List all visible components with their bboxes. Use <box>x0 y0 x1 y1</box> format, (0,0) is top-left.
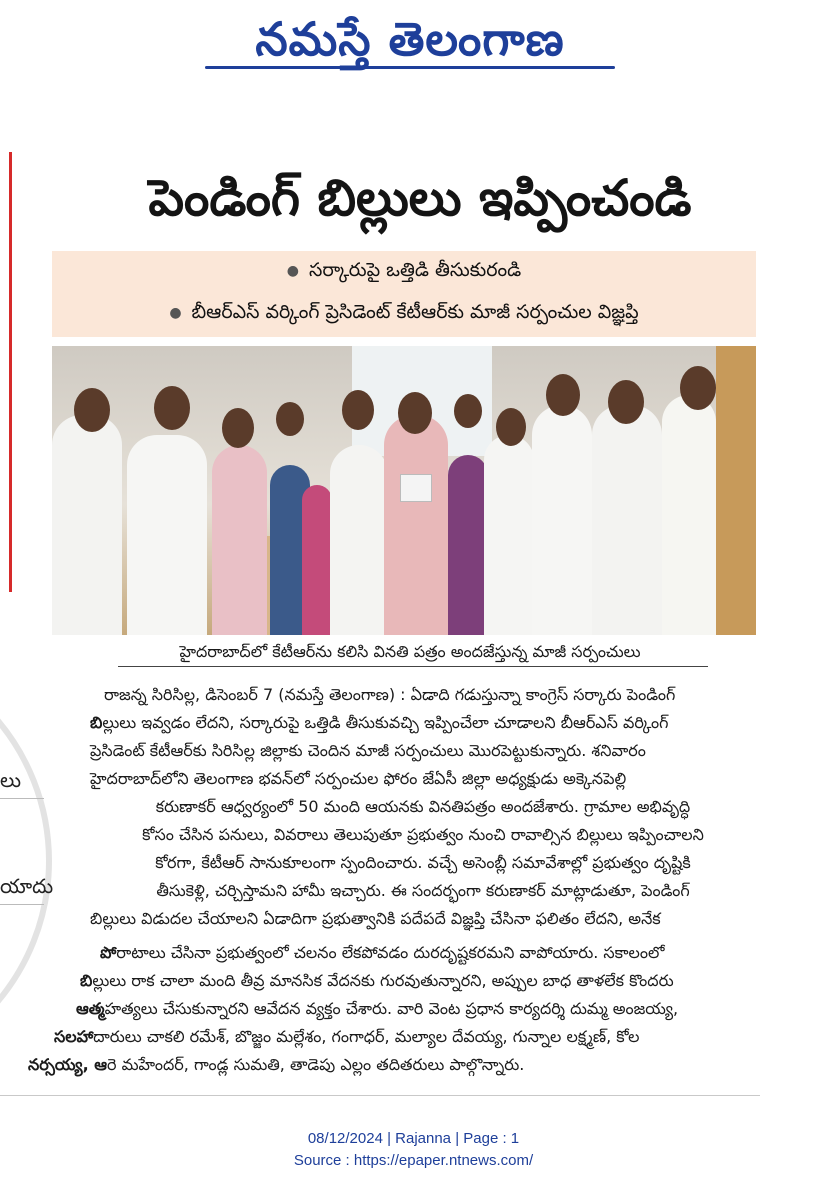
article-line: కరుణాకర్ ఆధ్వర్యంలో 50 మంది ఆయనకు వినతిపత్రం అందజేశారు. గ్రామాల అభివృద్ధి <box>155 797 691 816</box>
side-accent-bar <box>0 152 12 592</box>
photo-person-head <box>276 402 304 436</box>
footer-date-edition: 08/12/2024 | Rajanna | Page : 1 <box>307 1130 520 1147</box>
photo-person <box>302 485 332 635</box>
photo-person <box>448 455 488 635</box>
photo-person <box>52 415 122 635</box>
photo-person-head <box>496 408 526 446</box>
article-line: పోరాటాలు చేసినా ప్రభుత్వంలో చలనం లేకపోవడం దురదృష్టకరమని వాపోయారు. సకాలంలో <box>100 943 665 962</box>
article-line: రాజన్న సిరిసిల్ల, డిసెంబర్ 7 (నమస్తే తెలంగాణ) : ఏడాది గడుస్తున్నా కాంగ్రెస్ సర్కారు పెండింగ్ <box>104 685 676 704</box>
subheadline-item <box>52 253 756 288</box>
photo-door <box>716 346 756 635</box>
photo-person-head <box>154 386 190 430</box>
photo-person <box>592 405 662 635</box>
article-line: ఆత్మహత్యలు చేసుకున్నారని ఆవేదన వ్యక్తం చేశారు. వారి వెంట ప్రధాన కార్యదర్శి దుమ్మ అంజయ్య, <box>76 999 679 1018</box>
adjacent-rule <box>0 798 44 799</box>
bullet-icon: ● <box>169 304 182 321</box>
adjacent-rule <box>0 904 44 905</box>
article-line: నర్సయ్య, ఆరె మహేందర్, గాండ్ల సుమతి, తాడెపు ఎల్లం తదితరులు పాల్గొన్నారు. <box>28 1055 525 1074</box>
photo-person-head <box>222 408 254 448</box>
photo-person-head <box>398 392 432 434</box>
photo-caption: హైదరాబాద్‌లో కేటీఆర్‌ను కలిసి వినతి పత్రం అందజేస్తున్న మాజీ సర్పంచులు <box>179 642 641 661</box>
photo-person-head <box>454 394 482 428</box>
page-bottom-rule <box>0 1095 760 1096</box>
subheadline-text: సర్కారుపై ఒత్తిడి తీసుకురండి <box>309 259 522 281</box>
headline: పెండింగ్ బిల్లులు ఇప్పించండి <box>148 169 692 227</box>
article-line: సలహాదారులు చాకలి రమేశ్, బొజ్జం మల్లేశం, గంగాధర్, మల్యాల దేవయ్య, గున్నాల లక్ష్మణ్, కోల <box>54 1027 640 1046</box>
photo-person <box>484 435 534 635</box>
photo-person-head <box>680 366 716 410</box>
photo-person <box>127 435 207 635</box>
adjacent-graphic-circle <box>0 640 52 1082</box>
masthead-logo: నమస్తే తెలంగాణ <box>255 12 565 66</box>
subheadline-item <box>52 295 756 330</box>
subheadline-text: బీఆర్ఎస్ వర్కింగ్ ప్రెసిడెంట్ కేటీఆర్‌కు మాజీ సర్పంచుల విజ్ఞప్తి <box>191 301 639 323</box>
article-line: హైదరాబాద్‌లోని తెలంగాణ భవన్‌లో సర్పంచుల ఫోరం జేఏసీ జిల్లా అధ్యక్షుడు అక్కెనపెల్లి <box>90 769 627 788</box>
article-line: ప్రెసిడెంట్ కేటీఆర్‌కు సిరిసిల్ల జిల్లాకు చెందిన మాజీ సర్పంచులు మొరపెట్టుకున్నారు. శనివారం <box>90 741 646 760</box>
bullet-icon: ● <box>286 262 299 279</box>
photo-person-head <box>608 380 644 424</box>
news-photo <box>52 346 756 635</box>
photo-person-head <box>74 388 110 432</box>
petition-paper <box>400 474 432 502</box>
article-line: కోరగా, కేటీఆర్ సానుకూలంగా స్పందించారు. వచ్చే అసెంబ్లీ సమావేశాల్లో ప్రభుత్వం దృష్టికి <box>155 853 691 872</box>
footer-source-link[interactable]: Source : https://epaper.ntnews.com/ <box>293 1152 534 1169</box>
article-line: బిల్లులు రాక చాలా మంది తీవ్ర మానసిక వేదనకు గురవుతున్నారని, అప్పుల బాధ తాళలేక కొందరు <box>80 971 674 990</box>
adjacent-text-fragment: యాదు <box>0 874 54 898</box>
photo-person <box>532 405 592 635</box>
article-line: కోసం చేసిన పనులు, వివరాలు తెలుపుతూ ప్రభుత్వం నుంచి రావాల్సిన బిల్లులు ఇప్పించాలని <box>142 825 704 844</box>
adjacent-text-fragment: లు <box>0 768 22 792</box>
photo-person-head <box>342 390 374 430</box>
caption-underline <box>118 666 708 667</box>
article-line: బిల్లులు ఇవ్వడం లేదని, సర్కారుపై ఒత్తిడి తీసుకువచ్చి ఇప్పించేలా చూడాలని బీఆర్ఎస్ వర్కింగ్ <box>90 713 669 732</box>
article-line: తీసుకెళ్లి, చర్చిస్తామని హామీ ఇచ్చారు. ఈ సందర్భంగా కరుణాకర్ మాట్లాడుతూ, పెండింగ్ <box>156 881 690 900</box>
subheadline-box <box>52 251 756 337</box>
photo-person <box>384 415 448 635</box>
article-line: బిల్లులు విడుదల చేయాలని ఏడాదిగా ప్రభుత్వానికి పదేపదే విజ్ఞప్తి చేసినా ఫలితం లేదని, అనేక <box>90 909 661 928</box>
photo-person <box>330 445 388 635</box>
photo-person <box>212 445 267 635</box>
photo-person-head <box>546 374 580 416</box>
photo-person <box>662 395 716 635</box>
masthead-underline <box>205 66 615 69</box>
